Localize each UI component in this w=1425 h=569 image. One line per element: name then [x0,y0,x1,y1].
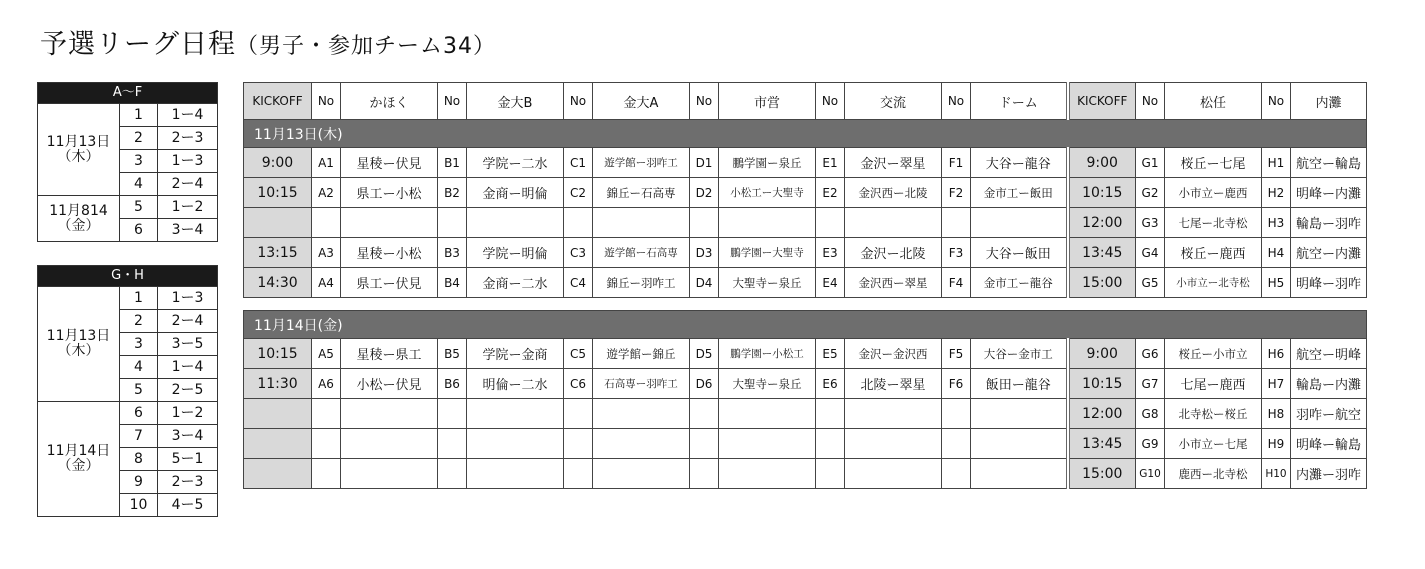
af-match: 1ー2 [158,196,218,219]
match-no-cell [816,208,845,238]
schedule-table [243,82,1367,489]
match-cell: 鵬学園ー泉丘 [719,148,816,178]
match-cell: 金沢西ー翠星 [845,268,942,298]
match-no-cell [690,459,719,489]
match-no-cell: H7 [1262,369,1291,399]
match-no-cell: B5 [438,339,467,369]
match-no-cell: G8 [1136,399,1165,429]
gh-day-2-weekday: （金） [57,458,100,474]
kickoff-cell: 10:15 [1068,178,1136,208]
table-row [244,178,1367,208]
match-cell: 小市立ー七尾 [1165,429,1262,459]
match-no-cell: G10 [1136,459,1165,489]
match-no-cell [312,459,341,489]
match-cell: 大聖寺ー泉丘 [719,369,816,399]
match-cell [341,399,438,429]
af-day-1 [38,104,120,196]
match-cell: 桜丘ー小市立 [1165,339,1262,369]
match-cell [467,208,564,238]
match-cell [341,459,438,489]
match-no-cell [690,208,719,238]
match-cell: 遊学館ー羽咋工 [593,148,690,178]
gh-day-2 [38,402,120,517]
match-no-cell: F5 [942,339,971,369]
gh-no: 10 [120,494,158,517]
match-no-cell: D2 [690,178,719,208]
match-cell: 石高専ー羽咋工 [593,369,690,399]
match-no-cell: G2 [1136,178,1165,208]
match-no-cell: A1 [312,148,341,178]
match-no-cell: G9 [1136,429,1165,459]
match-cell: 羽咋ー航空 [1291,399,1367,429]
gh-match: 2ー4 [158,310,218,333]
af-day-2 [38,196,120,242]
gh-match: 2ー3 [158,471,218,494]
match-cell: 輪島ー羽咋 [1291,208,1367,238]
match-cell: 星稜ー伏見 [341,148,438,178]
match-no-cell: D1 [690,148,719,178]
title-main: 予選リーグ日程 [40,29,236,60]
match-no-cell [564,459,593,489]
match-no-cell [816,459,845,489]
kickoff-cell: 10:15 [1068,369,1136,399]
match-cell: 金市工ー飯田 [971,178,1068,208]
match-cell: 星稜ー県工 [341,339,438,369]
table-row [244,339,1367,369]
match-cell: 小松工ー大聖寺 [719,178,816,208]
af-no: 5 [120,196,158,219]
match-cell: 鵬学園ー大聖寺 [719,238,816,268]
match-no-cell: G7 [1136,369,1165,399]
match-cell [467,399,564,429]
kickoff-cell: 10:15 [244,339,312,369]
match-cell: 遊学館ー石高専 [593,238,690,268]
match-no-cell: G3 [1136,208,1165,238]
match-cell [341,429,438,459]
gh-day-2-date: 11月14日 [46,443,111,460]
match-no-cell: F4 [942,268,971,298]
match-no-cell: H6 [1262,339,1291,369]
no-header: No [816,83,845,120]
kickoff-cell: 13:45 [1068,238,1136,268]
match-cell: 輪島ー内灘 [1291,369,1367,399]
venue-header: 市営 [719,83,816,120]
match-no-cell: D5 [690,339,719,369]
page-title [40,22,496,61]
match-no-cell: C5 [564,339,593,369]
group-af-table [37,82,218,242]
match-no-cell [942,459,971,489]
match-no-cell: F2 [942,178,971,208]
match-cell [719,208,816,238]
match-cell: 県工ー小松 [341,178,438,208]
table-row [244,238,1367,268]
match-no-cell: E4 [816,268,845,298]
af-match: 3ー4 [158,219,218,242]
match-no-cell [942,208,971,238]
kickoff-header: KICKOFF [1068,83,1136,120]
no-header: No [564,83,593,120]
date-label: 11月14日(金) [244,311,1367,339]
gh-no: 9 [120,471,158,494]
match-cell: 鹿西ー北寺松 [1165,459,1262,489]
match-cell [719,459,816,489]
match-cell: 学院ー二水 [467,148,564,178]
no-header: No [1136,83,1165,120]
kickoff-cell: 9:00 [1068,148,1136,178]
af-no: 1 [120,104,158,127]
match-cell: 大谷ー龍谷 [971,148,1068,178]
title-sub: （男子・参加チーム34） [236,34,496,59]
match-no-cell [942,399,971,429]
match-no-cell: A2 [312,178,341,208]
kickoff-cell: 11:30 [244,369,312,399]
kickoff-cell: 13:15 [244,238,312,268]
group-gh-header: G・H [38,266,218,287]
table-row [244,399,1367,429]
match-no-cell: A5 [312,339,341,369]
match-no-cell: E5 [816,339,845,369]
match-no-cell: G4 [1136,238,1165,268]
gh-no: 4 [120,356,158,379]
venue-header: 金大A [593,83,690,120]
match-cell [845,399,942,429]
match-cell: 金沢西ー北陵 [845,178,942,208]
kickoff-cell: 15:00 [1068,268,1136,298]
match-cell: 錦丘ー石高専 [593,178,690,208]
af-no: 2 [120,127,158,150]
af-day-1-weekday: （木） [57,148,100,165]
af-match: 1ー4 [158,104,218,127]
match-no-cell: D6 [690,369,719,399]
match-no-cell: C3 [564,238,593,268]
match-no-cell: C6 [564,369,593,399]
match-no-cell: F6 [942,369,971,399]
match-cell [593,399,690,429]
match-cell [719,429,816,459]
day-gap [244,298,1367,311]
gh-no: 1 [120,287,158,310]
match-no-cell [438,459,467,489]
match-cell: 桜丘ー鹿西 [1165,238,1262,268]
match-no-cell: H4 [1262,238,1291,268]
no-header: No [942,83,971,120]
gh-day-1-weekday: （木） [57,343,100,359]
match-cell [593,208,690,238]
match-cell: 錦丘ー羽咋工 [593,268,690,298]
match-no-cell: G1 [1136,148,1165,178]
kickoff-cell [244,459,312,489]
match-cell [845,208,942,238]
match-no-cell: H8 [1262,399,1291,429]
match-cell [845,459,942,489]
gh-match: 1ー4 [158,356,218,379]
match-no-cell: G5 [1136,268,1165,298]
match-cell: 大聖寺ー泉丘 [719,268,816,298]
group-gh-table [37,265,218,517]
match-cell: 金商ー明倫 [467,178,564,208]
match-cell: 航空ー内灘 [1291,238,1367,268]
match-no-cell: E3 [816,238,845,268]
gh-match: 1ー2 [158,402,218,425]
match-no-cell: H1 [1262,148,1291,178]
match-cell: 金商ー二水 [467,268,564,298]
match-no-cell: H5 [1262,268,1291,298]
gh-match: 2ー5 [158,379,218,402]
match-cell [845,429,942,459]
kickoff-cell: 12:00 [1068,399,1136,429]
match-no-cell: B1 [438,148,467,178]
af-match: 2ー3 [158,127,218,150]
match-no-cell: A3 [312,238,341,268]
gh-no: 6 [120,402,158,425]
af-match: 1ー3 [158,150,218,173]
match-no-cell: H9 [1262,429,1291,459]
table-row [244,208,1367,238]
match-cell: 桜丘ー七尾 [1165,148,1262,178]
match-cell: 明峰ー輪島 [1291,429,1367,459]
gh-match: 5ー1 [158,448,218,471]
venue-header: ドーム [971,83,1068,120]
match-cell: 北陵ー翠星 [845,369,942,399]
match-cell [467,459,564,489]
venue-header: かほく [341,83,438,120]
match-no-cell: E2 [816,178,845,208]
match-cell: 航空ー輪島 [1291,148,1367,178]
match-no-cell: C4 [564,268,593,298]
af-no: 3 [120,150,158,173]
match-cell: 学院ー金商 [467,339,564,369]
match-cell [971,399,1068,429]
no-header: No [690,83,719,120]
match-no-cell [942,429,971,459]
af-day-1-date: 11月13日 [46,133,111,150]
match-cell: 金市工ー龍谷 [971,268,1068,298]
match-cell [719,399,816,429]
gh-day-1 [38,287,120,402]
gh-match: 1ー3 [158,287,218,310]
match-no-cell [816,399,845,429]
table-row [244,148,1367,178]
match-cell [971,429,1068,459]
match-no-cell [438,399,467,429]
gh-match: 3ー5 [158,333,218,356]
match-no-cell: A6 [312,369,341,399]
match-cell: 遊学館ー錦丘 [593,339,690,369]
af-no: 4 [120,173,158,196]
gap-cell [244,298,1367,311]
match-no-cell [564,429,593,459]
table-row [244,268,1367,298]
gh-day-1-date: 11月13日 [46,328,111,345]
match-no-cell: D3 [690,238,719,268]
kickoff-header: KICKOFF [244,83,312,120]
match-cell: 小市立ー北寺松 [1165,268,1262,298]
date-bar [244,120,1367,148]
match-cell: 明峰ー内灘 [1291,178,1367,208]
venue-header: 交流 [845,83,942,120]
match-cell [971,208,1068,238]
match-no-cell [564,208,593,238]
match-cell [341,208,438,238]
gh-match: 3ー4 [158,425,218,448]
schedule-header-row [244,83,1367,120]
match-no-cell [690,429,719,459]
match-no-cell [690,399,719,429]
venue-header: 松任 [1165,83,1262,120]
match-cell: 大谷ー金市工 [971,339,1068,369]
af-no: 6 [120,219,158,242]
venue-header: 内灘 [1291,83,1367,120]
no-header: No [312,83,341,120]
match-no-cell: F3 [942,238,971,268]
no-header: No [438,83,467,120]
gh-no: 3 [120,333,158,356]
match-cell: 小松ー伏見 [341,369,438,399]
match-cell: 飯田ー龍谷 [971,369,1068,399]
match-cell: 北寺松ー桜丘 [1165,399,1262,429]
match-no-cell: H2 [1262,178,1291,208]
gh-no: 2 [120,310,158,333]
kickoff-cell: 13:45 [1068,429,1136,459]
match-no-cell: B3 [438,238,467,268]
date-bar [244,311,1367,339]
kickoff-cell: 9:00 [1068,339,1136,369]
match-cell: 県工ー伏見 [341,268,438,298]
af-day-2-weekday: （金） [57,217,100,234]
kickoff-cell [244,429,312,459]
kickoff-cell: 10:15 [244,178,312,208]
match-cell: 大谷ー飯田 [971,238,1068,268]
match-no-cell: B6 [438,369,467,399]
match-no-cell: H10 [1262,459,1291,489]
venue-header: 金大B [467,83,564,120]
kickoff-cell: 9:00 [244,148,312,178]
match-cell: 内灘ー羽咋 [1291,459,1367,489]
no-header: No [1262,83,1291,120]
gh-match: 4ー5 [158,494,218,517]
match-no-cell [312,399,341,429]
match-cell: 金沢ー翠星 [845,148,942,178]
af-day-2-date: 11月814 [49,202,108,219]
match-cell: 七尾ー北寺松 [1165,208,1262,238]
kickoff-cell: 15:00 [1068,459,1136,489]
match-no-cell: C2 [564,178,593,208]
match-cell: 明倫ー二水 [467,369,564,399]
match-cell [593,429,690,459]
match-no-cell [438,429,467,459]
match-cell: 小市立ー鹿西 [1165,178,1262,208]
af-match: 2ー4 [158,173,218,196]
kickoff-cell: 12:00 [1068,208,1136,238]
gh-no: 7 [120,425,158,448]
table-row [244,429,1367,459]
table-row [244,459,1367,489]
kickoff-cell [244,399,312,429]
gh-no: 5 [120,379,158,402]
match-no-cell: D4 [690,268,719,298]
match-no-cell: H3 [1262,208,1291,238]
match-no-cell: E6 [816,369,845,399]
match-cell: 七尾ー鹿西 [1165,369,1262,399]
date-label: 11月13日(木) [244,120,1367,148]
match-no-cell [438,208,467,238]
match-no-cell [564,399,593,429]
table-row [244,369,1367,399]
match-cell [467,429,564,459]
match-cell: 金沢ー金沢西 [845,339,942,369]
kickoff-cell [244,208,312,238]
match-cell [971,459,1068,489]
match-no-cell: A4 [312,268,341,298]
gh-no: 8 [120,448,158,471]
match-no-cell [816,429,845,459]
match-no-cell: G6 [1136,339,1165,369]
match-no-cell: F1 [942,148,971,178]
match-cell: 星稜ー小松 [341,238,438,268]
match-no-cell: B2 [438,178,467,208]
match-no-cell [312,429,341,459]
match-cell: 学院ー明倫 [467,238,564,268]
match-no-cell: E1 [816,148,845,178]
match-cell: 明峰ー羽咋 [1291,268,1367,298]
match-no-cell: B4 [438,268,467,298]
match-no-cell: C1 [564,148,593,178]
match-cell [593,459,690,489]
match-no-cell [312,208,341,238]
match-cell: 金沢ー北陵 [845,238,942,268]
match-cell: 鵬学園ー小松工 [719,339,816,369]
match-cell: 航空ー明峰 [1291,339,1367,369]
kickoff-cell: 14:30 [244,268,312,298]
group-af-header: A〜F [38,83,218,104]
